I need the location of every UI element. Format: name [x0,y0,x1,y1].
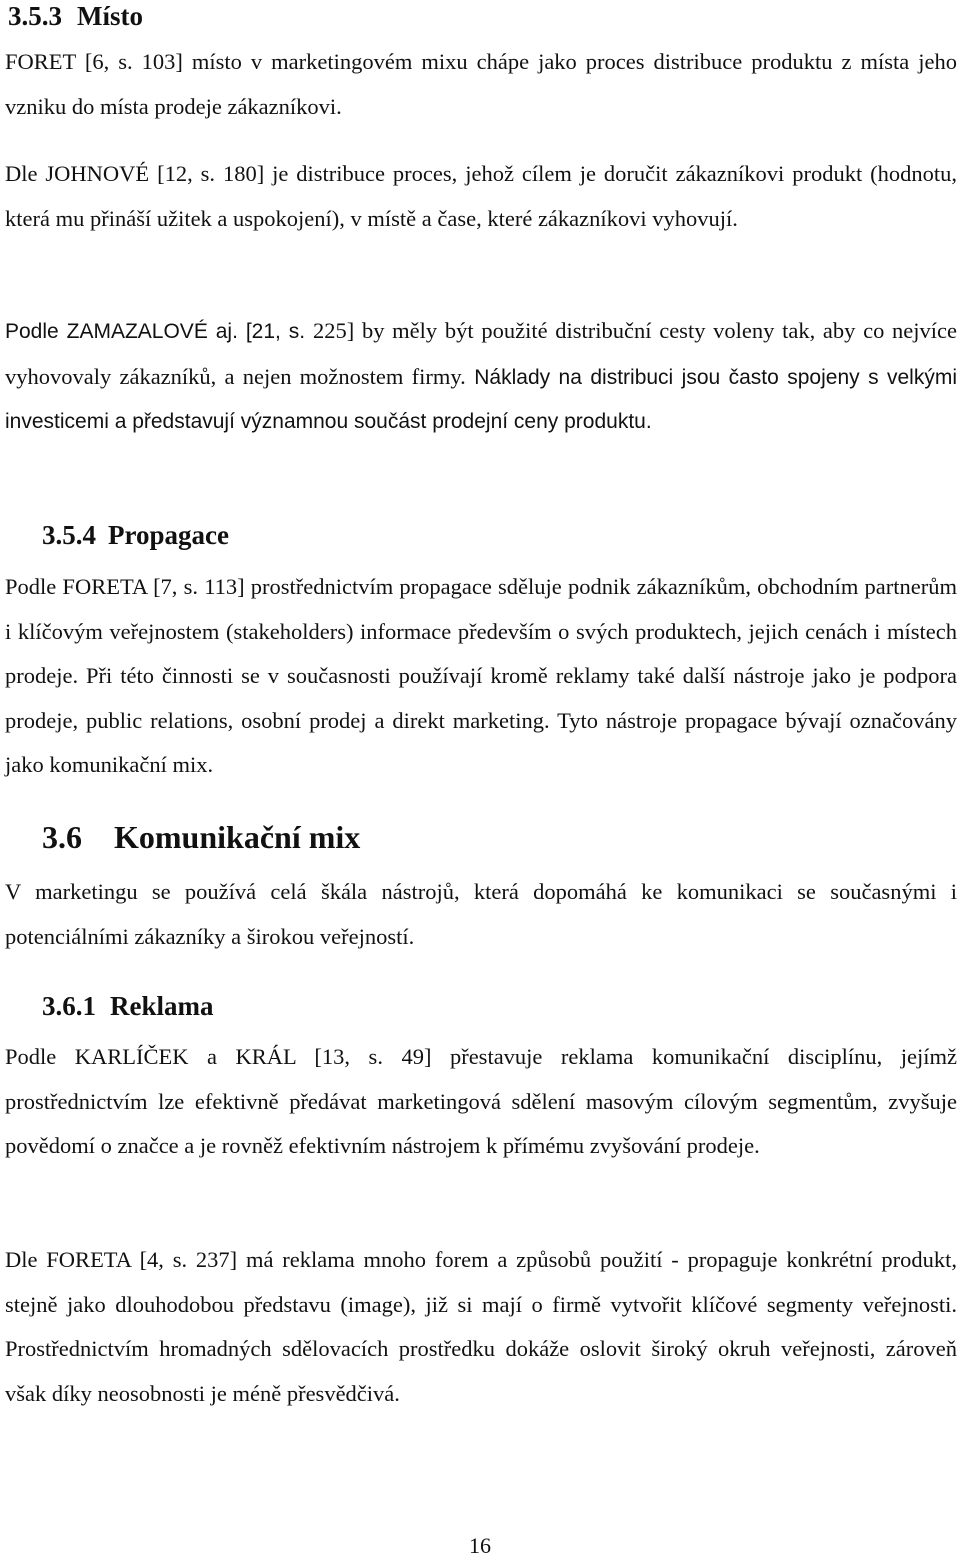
section-number: 3.6 [42,819,82,855]
paragraph-text-middle: 225] by měly být použité distribuční cesty voleny tak, aby co nejvíce vyhovovaly zákazníků, a nejen možnostem firmy. [5,318,958,389]
section-heading-3-6-1 [42,990,214,1022]
section-number: 3.6.1 [42,991,96,1021]
section-heading-3-5-4 [42,519,229,551]
section-title: Komunikační mix [114,819,361,855]
paragraph-text: Dle JOHNOVÉ [12, s. 180] je distribuce proces, jehož cílem je doručit zákazníkovi produkt (hodnotu, která mu přináší užitek a uspokojení), v místě a čase, které zákazníkovi vyhovují. [5,161,957,231]
paragraph-zamazalova [5,309,957,445]
paragraph-text-end: Náklady na distribuci jsou často spojeny s velkými investicemi a představují významnou součást prodejní ceny produktu. [5,365,958,433]
section-title: Propagace [108,520,229,550]
section-number: 3.5.3 [8,1,62,31]
paragraph-text-start: Podle ZAMAZALOVÉ aj. [21, s. [5,320,314,343]
paragraph-misto-definition: FORET [6, s. 103] místo v marketingovém mixu chápe jako proces distribuce produktu z místa jeho vzniku do místa prodeje zákazníkovi. [5,49,957,119]
paragraph-komunikacni-mix: V marketingu se používá celá škála nástrojů, která dopomáhá ke komunikaci se současnými i potenciálními zákazníky a širokou veřejností. [5,879,957,949]
page-number: 16 [469,1533,491,1558]
paragraph-text-start: Podle FORETA [7, s. [5,574,205,599]
section-title: Reklama [110,991,214,1021]
section-heading-3-6 [42,818,360,856]
section-heading-3-5-3 [8,0,143,32]
paragraph-reklama-foret: Dle FORETA [4, s. 237] má reklama mnoho forem a způsobů použití - propaguje konkrétní produkt, stejně jako dlouhodobou představu (image), již si mají o firmě vytvořit klíčové segmenty veřejnosti. Prostřednictvím hromadných sdělovacích prostředku dokáže oslovit široký okruh veřejnosti, zároveň však díky neosobnosti je méně přesvědčivá. [5,1247,957,1406]
paragraph-distribuce-johnova [5,152,957,241]
paragraph-text-rest: 113] prostřednictvím propagace sděluje podnik zákazníkům, obchodním partnerům i klíčovým veřejnostem (stakeholders) informace především o svých produktech, jejich cenách i místech prodeje. Při této činnosti se v současnosti používají kromě reklamy také další nástroje jako je podpora prodeje, public relations, osobní prodej a direkt marketing. Tyto nástroje propagace bývají označovány jako komunikační mix. [5,574,958,777]
paragraph-propagace-foret [5,565,957,788]
section-number: 3.5.4 [42,520,96,550]
paragraph-reklama-karlicek: Podle KARLÍČEK a KRÁL [13, s. 49] přestavuje reklama komunikační disciplínu, jejímž prostřednictvím lze efektivně předávat marketingová sdělení masovým cílovým segmentům, zvyšuje povědomí o značce a je rovněž efektivním nástrojem k přímému zvyšování prodeje. [5,1044,957,1158]
section-title: Místo [77,1,143,31]
